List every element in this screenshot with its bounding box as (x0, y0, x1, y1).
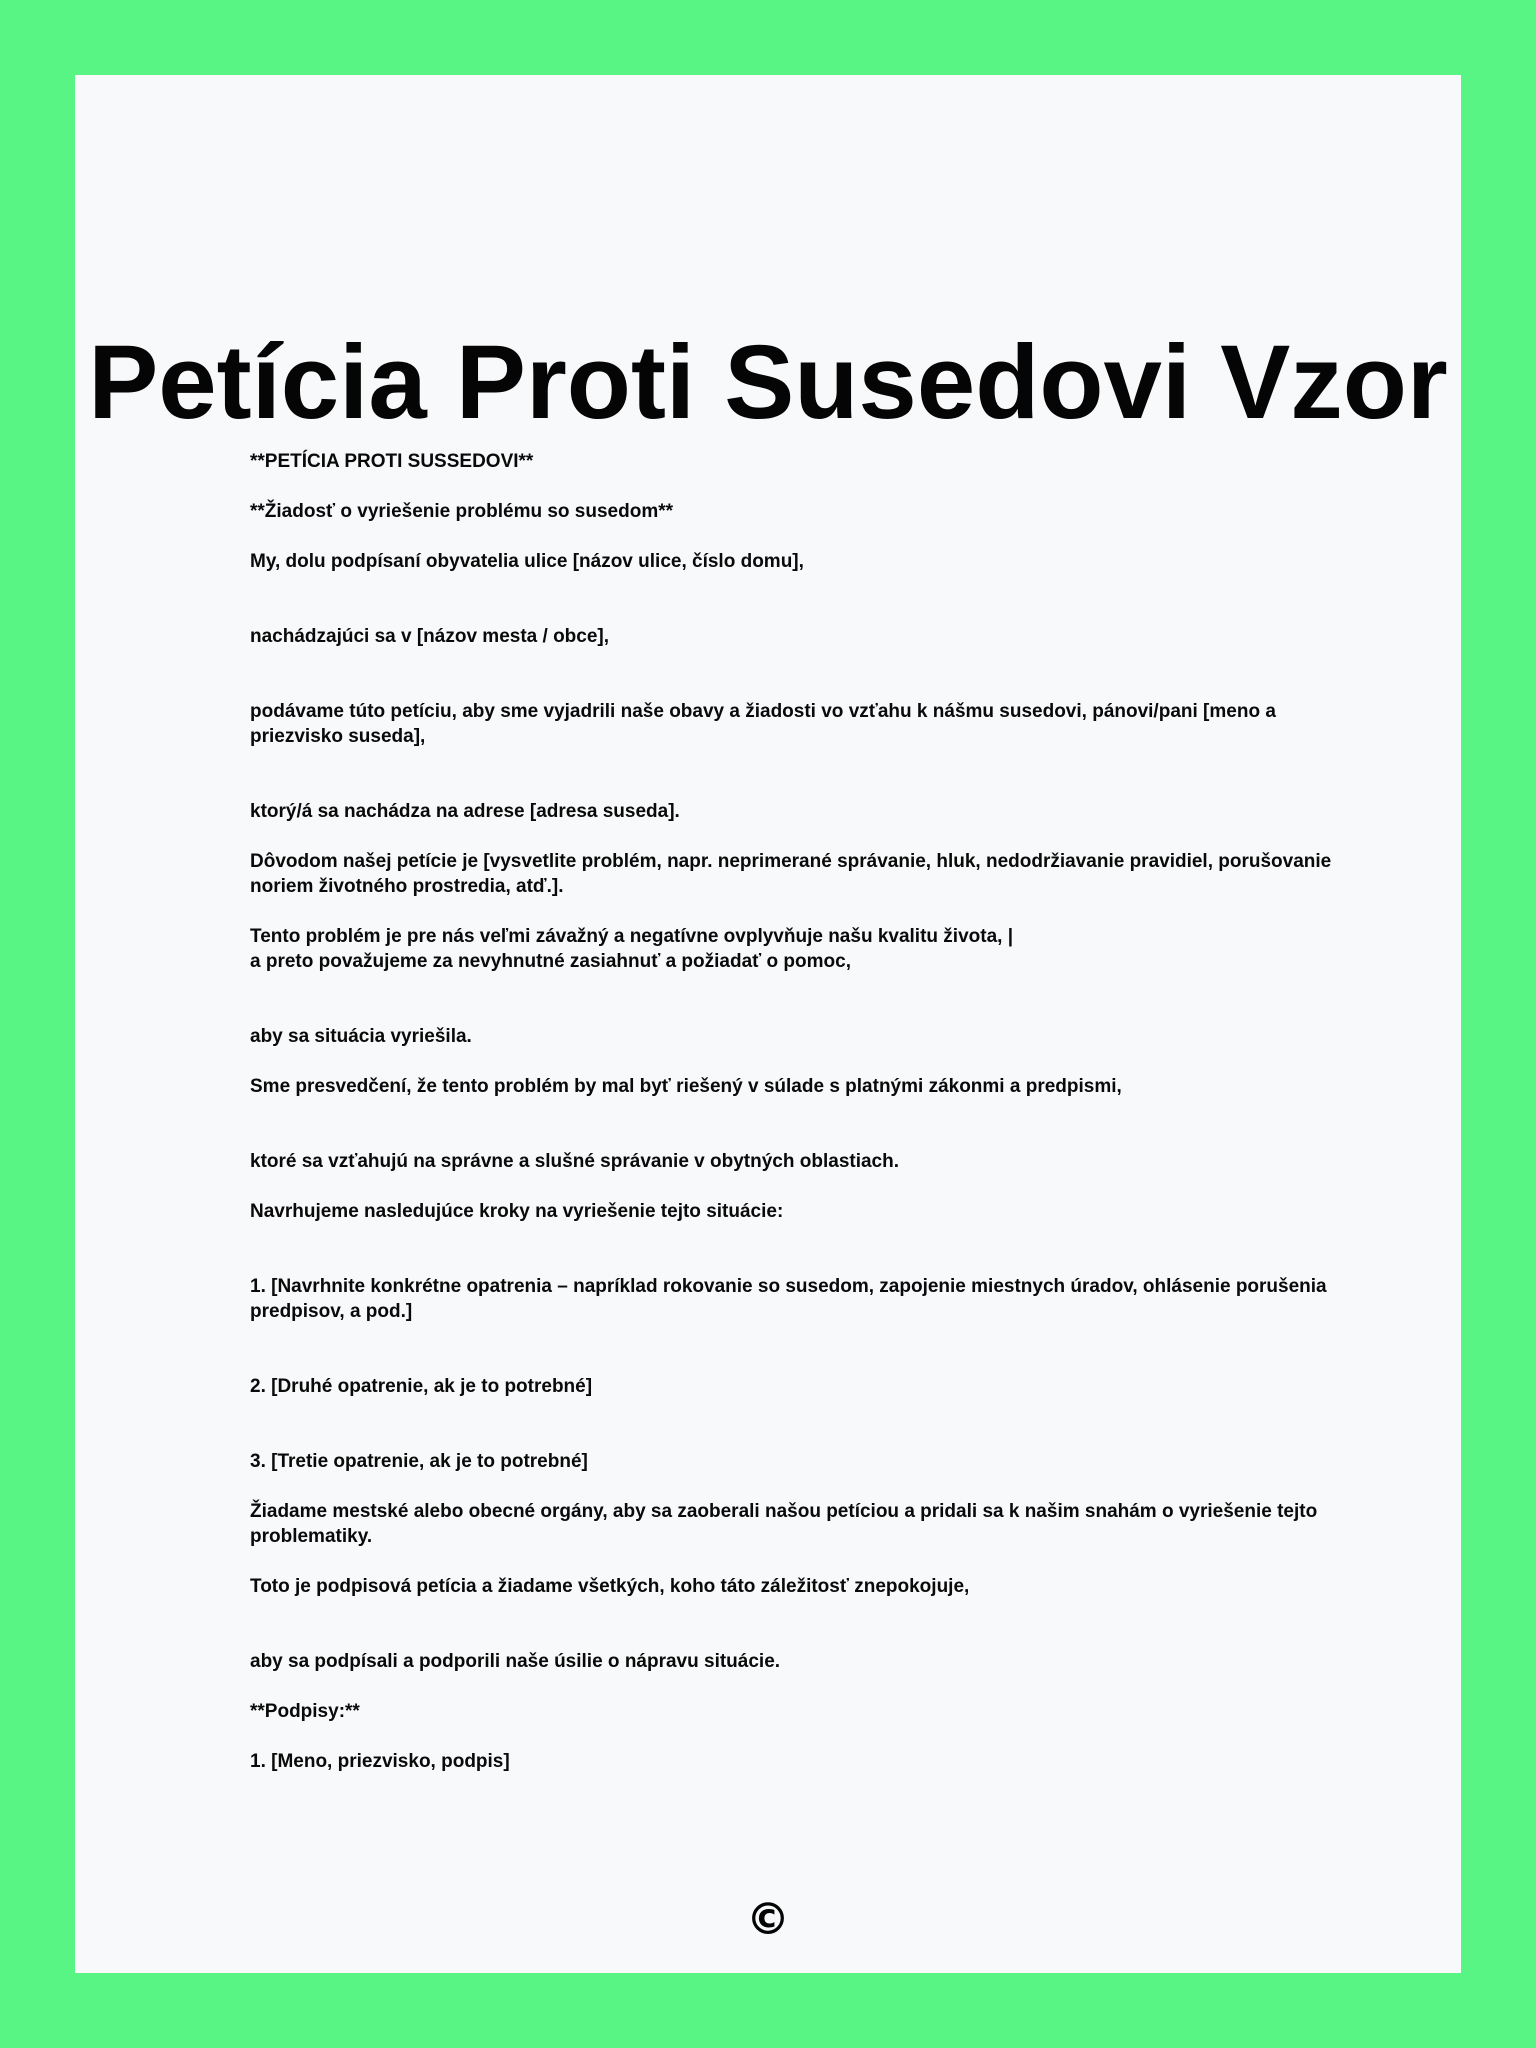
paragraph-resolution: aby sa situácia vyriešila. (250, 1026, 472, 1047)
paragraph-steps-intro: Navrhujeme nasledujúce kroky na vyriešenie tejto situácie: (250, 1201, 784, 1222)
copyright-icon: © (746, 1894, 790, 1945)
petition-heading: **PETÍCIA PROTI SUSSEDOVI** (250, 451, 534, 472)
paragraph-location: nachádzajúci sa v [názov mesta / obce], (250, 626, 610, 647)
page-title: Petícia Proti Susedovi Vzor (88, 324, 1448, 441)
signature-line-1: 1. [Meno, priezvisko, podpis] (250, 1751, 510, 1772)
paragraph-impact-continued: a preto považujeme za nevyhnutné zasiahnuť a požiadať o pomoc, (250, 951, 851, 972)
paragraph-residents: My, dolu podpísaní obyvatelia ulice [názov ulice, číslo domu], (250, 551, 804, 572)
paragraph-impact: Tento problém je pre nás veľmi závažný a negatívne ovplyvňuje našu kvalitu života, | (250, 926, 1014, 947)
paragraph-neighbor-address: ktorý/á sa nachádza na adrese [adresa suseda]. (250, 801, 680, 822)
paragraph-reason: Dôvodom našej petície je [vysvetlite problém, napr. neprimerané správanie, hluk, nedodržiavanie pravidiel, porušovanie noriem životného prostredia, atď.]. (250, 851, 1332, 897)
paragraph-purpose: podávame túto petíciu, aby sme vyjadrili naše obavy a žiadosti vo vzťahu k nášmu susedovi, pánovi/pani [meno a priezvisko suseda], (250, 701, 1276, 747)
list-item-step-1: 1. [Navrhnite konkrétne opatrenia – napríklad rokovanie so susedom, zapojenie miestnych úradov, ohlásenie porušenia predpisov, a pod.] (250, 1276, 1327, 1322)
petition-subheading: **Žiadosť o vyriešenie problému so susedom** (250, 501, 674, 522)
paragraph-signature-support: aby sa podpísali a podporili naše úsilie o nápravu situácie. (250, 1651, 781, 1672)
paragraph-authorities: Žiadame mestské alebo obecné orgány, aby sa zaoberali našou petíciou a pridali sa k našim snahám o vyriešenie tejto problematiky. (250, 1501, 1318, 1547)
document-page (75, 75, 1461, 1973)
list-item-step-3: 3. [Tretie opatrenie, ak je to potrebné] (250, 1451, 588, 1472)
list-item-step-2: 2. [Druhé opatrenie, ak je to potrebné] (250, 1376, 593, 1397)
paragraph-laws-continued: ktoré sa vzťahujú na správne a slušné správanie v obytných oblastiach. (250, 1151, 900, 1172)
paragraph-laws: Sme presvedčení, že tento problém by mal byť riešený v súlade s platnými zákonmi a predpismi, (250, 1076, 1122, 1097)
signatures-heading: **Podpisy:** (250, 1701, 360, 1722)
paragraph-signature-request: Toto je podpisová petícia a žiadame všetkých, koho táto záležitosť znepokojuje, (250, 1576, 970, 1597)
petition-body (250, 449, 1370, 1774)
